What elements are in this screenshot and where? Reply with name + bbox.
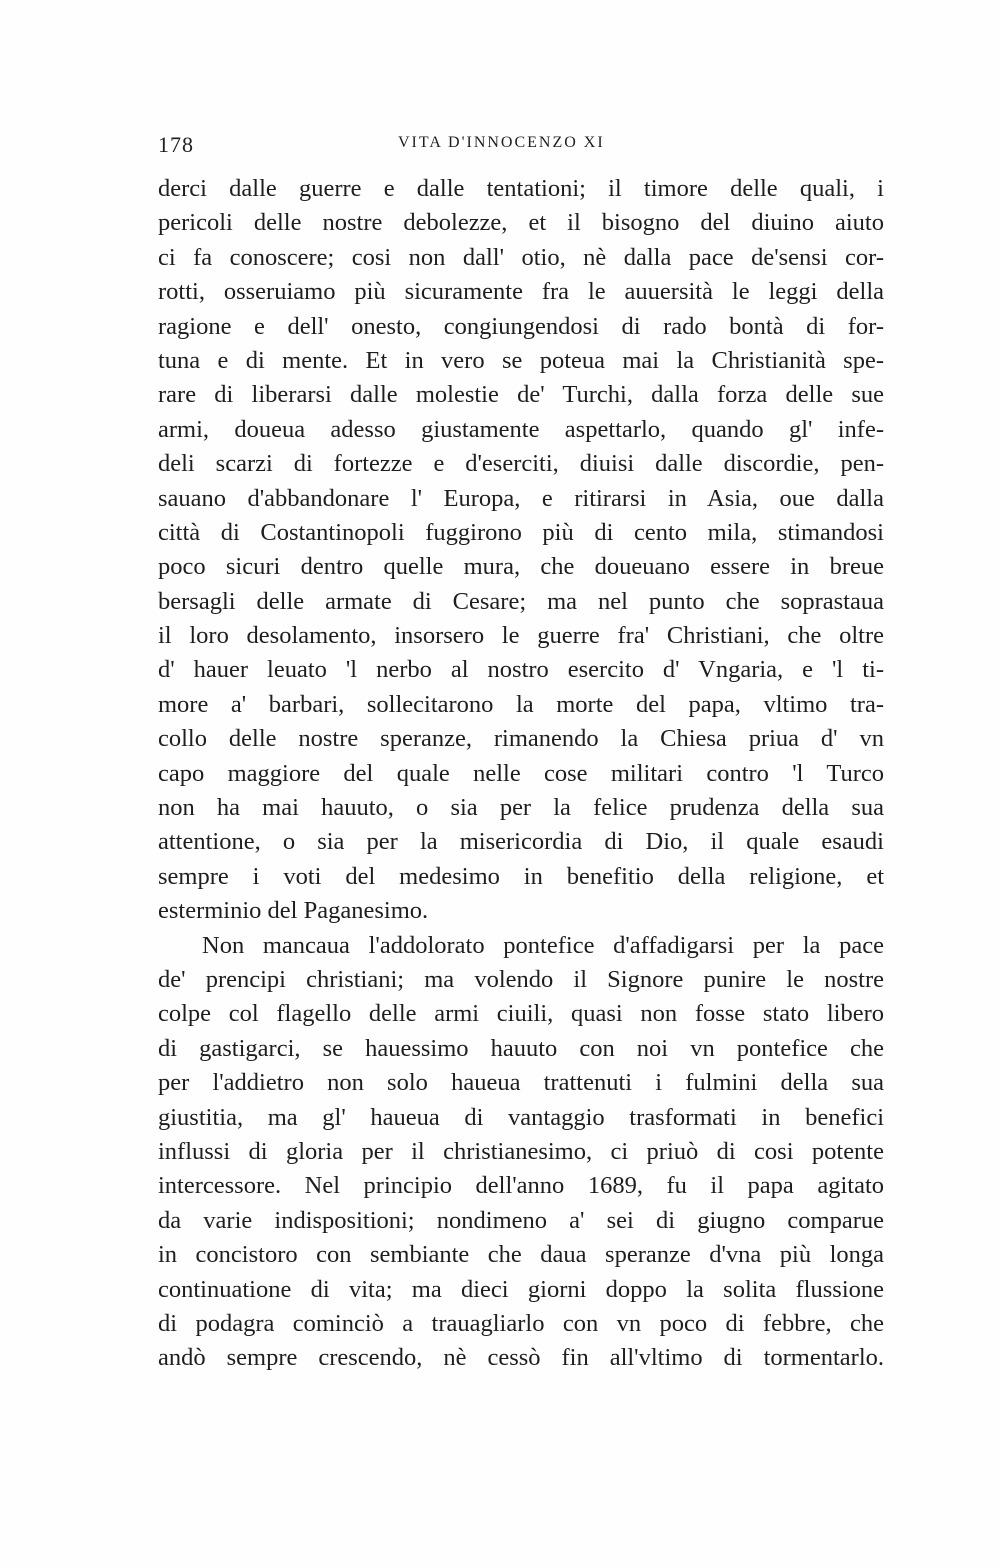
text-line: tuna e di mente. Et in vero se poteua mai la Christianità spe- (158, 346, 884, 374)
text-line: in concistoro con sembiante che daua speranze d'vna più longa (158, 1241, 884, 1269)
text-line: d' hauer leuato 'l nerbo al nostro esercito d' Vngaria, e 'l ti- (158, 656, 884, 684)
text-line: giustitia, ma gl' haueua di vantaggio trasformati in benefici (158, 1103, 884, 1131)
text-line: collo delle nostre speranze, rimanendo la Chiesa priua d' vn (158, 725, 884, 753)
text-line: intercessore. Nel principio dell'anno 1689, fu il papa agitato (158, 1172, 884, 1200)
text-line: andò sempre crescendo, nè cessò fin all'vltimo di tormentarlo. (158, 1344, 884, 1372)
page-number: 178 (158, 132, 194, 157)
text-line: sempre i voti del medesimo in benefitio della religione, et (158, 862, 884, 890)
text-line: de' prencipi christiani; ma volendo il Signore punire le nostre (158, 965, 884, 993)
text-line: pericoli delle nostre debolezze, et il bisogno del diuino aiuto (158, 209, 884, 237)
text-line: bersagli delle armate di Cesare; ma nel punto che soprastaua (158, 587, 884, 615)
text-line: da varie indispositioni; nondimeno a' sei di giugno comparue (158, 1206, 884, 1234)
text-line: poco sicuri dentro quelle mura, che doueuano essere in breue (158, 553, 884, 581)
text-line: ragione e dell' onesto, congiungendosi di rado bontà di for- (158, 312, 884, 340)
text-line: non ha mai hauuto, o sia per la felice prudenza della sua (158, 794, 884, 822)
text-line: continuatione di vita; ma dieci giorni doppo la solita flussione (158, 1275, 884, 1303)
text-line: more a' barbari, sollecitarono la morte del papa, vltimo tra- (158, 690, 884, 718)
text-line: capo maggiore del quale nelle cose militari contro 'l Turco (158, 759, 884, 787)
text-line: rotti, osseruiamo più sicuramente fra le auuersità le leggi della (158, 278, 884, 306)
body-text (158, 172, 884, 1376)
running-title: VITA D'INNOCENZO XI (398, 134, 605, 151)
text-line: rare di liberarsi dalle molestie de' Turchi, dalla forza delle sue (158, 381, 884, 409)
paragraph-last-line: esterminio del Paganesimo. (158, 897, 429, 925)
text-line: attentione, o sia per la misericordia di Dio, il quale esaudi (158, 828, 884, 856)
text-line: città di Costantinopoli fuggirono più di cento mila, stimandosi (158, 518, 884, 546)
text-line: colpe col flagello delle armi ciuili, quasi non fosse stato libero (158, 1000, 884, 1028)
text-line: derci dalle guerre e dalle tentationi; il timore delle quali, i (158, 175, 884, 202)
text-line: di podagra cominciò a trauagliarlo con vn poco di febbre, che (158, 1309, 884, 1337)
running-header (158, 132, 884, 162)
text-line: il loro desolamento, insorsero le guerre fra' Christiani, che oltre (158, 622, 884, 650)
text-line: per l'addietro non solo haueua trattenuti i fulmini della sua (158, 1069, 884, 1097)
paragraph-first-line: Non mancaua l'addolorato pontefice d'affadigarsi per la pace (202, 931, 884, 959)
text-line: sauano d'abbandonare l' Europa, e ritirarsi in Asia, oue dalla (158, 484, 884, 512)
text-line: influssi di gloria per il christianesimo, ci priuò di cosi potente (158, 1137, 884, 1165)
text-line: deli scarzi di fortezze e d'eserciti, diuisi dalle discordie, pen- (158, 450, 884, 478)
text-line: ci fa conoscere; cosi non dall' otio, nè dalla pace de'sensi cor- (158, 243, 884, 271)
text-line: armi, doueua adesso giustamente aspettarlo, quando gl' infe- (158, 415, 884, 443)
text-line: di gastigarci, se hauessimo hauuto con noi vn pontefice che (158, 1034, 884, 1062)
